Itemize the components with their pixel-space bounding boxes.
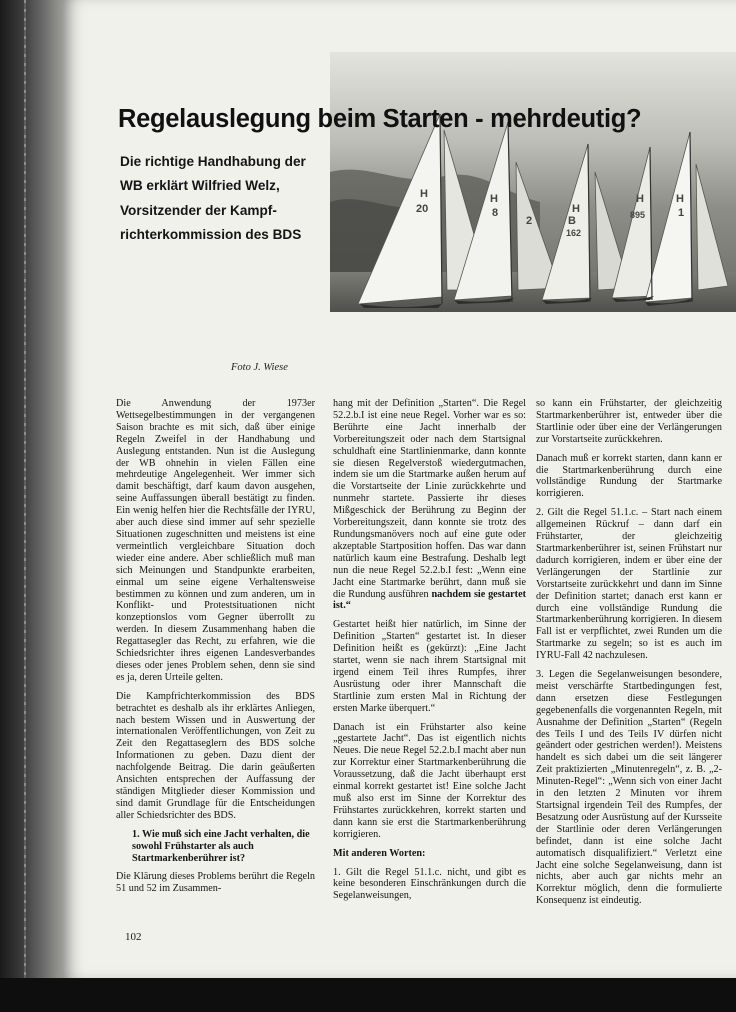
sail-number: H <box>636 193 644 205</box>
paragraph: 2. Gilt die Regel 51.1.c. – Start nach einem allgemeinen Rückruf – dann darf ein Frühstarter, der gleichzeitig Startmarkenberührer ist, seinen Frühstart nur dadurch korrigieren, indem er über eine der Verlängerungen der Startlinie zur Vorstartseite zurückkehrt und dann im Sinne der Definition startet; danach erst kann er durch eine vollständige Rundung die Startmarkenberührung korrigieren. In diesem Fall ist er verpflichtet, zwei Runden um die Startmarke zu segeln; so ist es auch im IYRU-Fall 42 nachzulesen. <box>536 507 722 662</box>
book-binding-edge <box>0 0 62 1012</box>
subtitle-line: Die richtige Handhabung der <box>120 154 306 169</box>
paragraph-text: hang mit der Definition „Starten“. Die Regel 52.2.b.I ist eine neue Regel. Vorher war es so: Berührte eine Jacht innerhalb der Vorbereitungszeit oder nach dem Startsignal schuldhaft eine Startlinienmarke, dann konnte sie diesen Regelverstoß wiedergutmachen, indem sie um die Startmarke außen herum auf die Vorstartseite der Linie zurückkehrte und nunmehr startete. Passierte ihr dieses Mißgeschick der Berührung zu Beginn der Vorbereitungszeit, dann konnte sie trotz des Rundungsmanövers noch auf eine gute oder akzeptable Startposition hoffen. Das war dann natürlich kaum eine Bestrafung. Deshalb legt nun die neue Regel 52.2.b.I fest: „Wenn eine Jacht eine Startmarke berührt, dann muß sie die Rundung ausführen <box>333 398 526 600</box>
subtitle-line: richterkommission des BDS <box>120 227 302 243</box>
sail-number: H <box>420 188 428 200</box>
paragraph: Die Anwendung der 1973er Wettsegelbestimmungen in der vergangenen Saison brachte es mit sich, daß über einige Regeln Zweifel in der Handhabung und Auslegung entstanden. Nun ist die Auslegung der WB ohnehin in vielen Fällen eine mehrdeutige Angelegenheit. Wer immer sich damit beschäftigt, darf kaum davon ausgehen, seine Auffassungen überall bestätigt zu finden. Ein wenig helfen hier die Rechtsfälle der IYRU, aber auch diese sind immer auf sehr spezielle Situationen zugeschnitten und meistens ist eine vermeintlich vergleichbare Situation doch wieder eine andere. Aber schließlich muß man sich Meinungen und Standpunkte erarbeiten, einmal um seine eigene Verhaltensweise bestimmen zu können und zum anderen, um in Konflikt- und Protestsituationen nicht konzeptionslos vom Gegner überrollt zu werden. In diesem Zusammenhang haben die Regattasegler das Recht, zu erfahren, wie die Schiedsrichter ihres eigenen Landesverbandes dieses oder jenes Problem sehen, denn sie sind es ja, deren Urteile gelten. <box>116 398 315 683</box>
paragraph: so kann ein Frühstarter, der gleichzeitig Startmarkenberührer ist, entweder über die Startlinie oder über eine der Verlängerungen zur Vorstartseite zurückkehren. <box>536 398 722 445</box>
sail-number: 1 <box>678 207 685 219</box>
sail-number: H <box>676 193 684 205</box>
paragraph: 1. Gilt die Regel 51.1.c. nicht, und gibt es keine besonderen Einschränkungen durch die Segelanweisungen, <box>333 866 526 902</box>
paragraph: Die Kampfrichterkommission des BDS betrachtet es deshalb als ihr erklärtes Anliegen, nach bestem Wissen und in Auswertung der internationalen Veröffentlichungen, von Zeit zu Zeit den Regattaseglern des BDS solche Informationen zu geben. Dazu dient der nachfolgende Beitrag. Die darin geäußerten Ansichten entsprechen der Auffassung der ständigen Mitglieder dieser Kommission und sind damit Grundlage für die Entscheidungen aller Schiedsrichter des BDS. <box>116 690 315 821</box>
sail-number: 895 <box>630 210 646 220</box>
page-number: 102 <box>125 931 142 943</box>
sailboats-image <box>330 52 736 312</box>
subtitle-line: Vorsitzender der Kampf- <box>120 202 277 218</box>
paragraph: 3. Legen die Segelanweisungen besondere, meist verschärfte Startbedingungen fest, dann ersetzen diese Festlegungen gegebenenfalls die vorgenannten Regeln, mit Ausnahme der Definition „Starten“ (Regeln des Teils I und des Teils IV dürfen nicht geändert oder gestrichen werden!). Meistens handelt es sich dabei um die seit längerer Zeit praktizierten „Minutenregeln“, z. B. „2-Minuten-Regel“: „Wenn sich von einer Jacht in den letzten 2 Minuten vor ihrem Startsignal irgendein Teil des Rumpfes, der Besatzung oder Ausrüstung auf der Kursseite der Startlinie oder deren Verlängerungen befindet, dann ist eine solche Jacht automatisch disqualifiziert.“ Verletzt eine Jacht eine solche Segelanweisung, dann ist nichts, aber auch gar nichts mehr an Korrektur möglich, denn die formulierte Konsequenz ist eindeutig. <box>536 669 722 907</box>
sail-number: B <box>568 215 576 227</box>
paragraph: Die Klärung dieses Problems berührt die Regeln 51 und 52 im Zusammen- <box>116 871 315 895</box>
scan-bottom-border <box>0 978 736 1012</box>
sail-number: H <box>490 193 498 205</box>
text-column-2 <box>333 398 526 909</box>
article-headline: Regelauslegung beim Starten - mehrdeutig? <box>118 105 642 134</box>
paragraph: Gestartet heißt hier natürlich, im Sinne der Definition „Starten“ gestartet ist. In dieser Definition heißt es (gekürzt): „Eine Jacht startet, wenn sie nach ihrem Startsignal mit irgend einem Teil ihres Rumpfes, ihrer Ausrüstung oder ihrer Mannschaft die Startlinie zum ersten Mal in Richtung der ersten Marke überquert.“ <box>333 619 526 714</box>
sailing-photo <box>330 52 736 312</box>
subtitle-line: WB erklärt Wilfried Welz, <box>120 178 280 194</box>
paragraph: Danach muß er korrekt starten, dann kann er die Startmarkenberührung durch eine vollständige Rundung der Startmarke korrigieren. <box>536 452 722 500</box>
text-column-3 <box>536 398 722 914</box>
paragraph: Danach ist ein Frühstarter also keine „gestartete Jacht“. Das ist eigentlich nichts Neues. Die neue Regel 52.2.b.I macht aber nun zur Korrektur einer Startmarkenberührung die Voraussetzung, daß die Jacht überhaupt erst einmal korrekt gestartet ist! Eine solche Jacht muß also erst im Sinne der Korrektur des Frühstartes zurückkehren, korrekt starten und dann kann sie erst die Startmarkenberührung korrigieren. <box>333 721 526 840</box>
photo-credit: Foto J. Wiese <box>231 362 288 373</box>
sail-number: 162 <box>566 228 582 238</box>
article-subtitle <box>120 150 325 248</box>
sail-number: 8 <box>492 207 499 219</box>
question-heading: 1. Wie muß sich eine Jacht verhalten, die sowohl Frühstarter als auch Startmarkenberührer ist? <box>132 828 310 864</box>
paragraph <box>333 398 526 612</box>
sail-number: 2 <box>526 215 533 227</box>
sail-number: 20 <box>416 203 429 215</box>
sail-number: H <box>572 203 580 215</box>
text-column-1 <box>116 398 315 902</box>
emphasis-text: nachdem sie gestartet ist.“ <box>333 588 526 612</box>
subheading: Mit anderen Worten: <box>333 847 426 859</box>
